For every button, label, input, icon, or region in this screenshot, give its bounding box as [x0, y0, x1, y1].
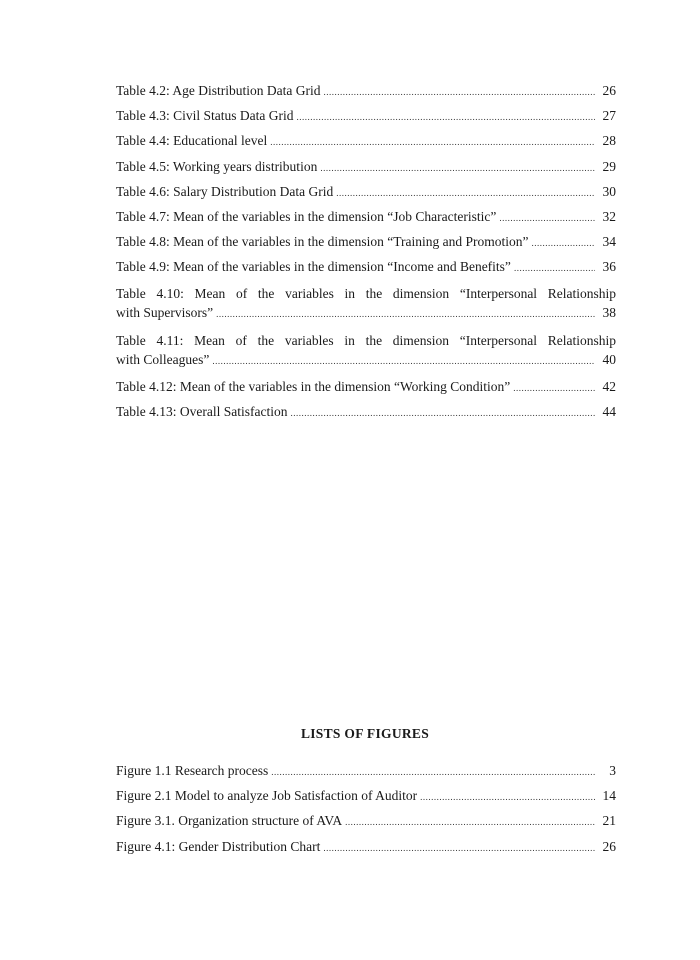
toc-entry[interactable] [116, 233, 616, 258]
dot-leader [420, 788, 595, 806]
toc-entry-label: Table 4.8: Mean of the variables in the dimension “Training and Promotion” [116, 234, 529, 250]
toc-entry[interactable] [116, 132, 616, 157]
toc-entry-label: Table 4.9: Mean of the variables in the dimension “Income and Benefits” [116, 259, 511, 275]
dot-leader [270, 133, 595, 151]
toc-entry-page: 29 [602, 158, 616, 174]
toc-entry-page: 34 [602, 234, 616, 250]
toc-entry[interactable] [116, 208, 616, 233]
toc-entry-page: 14 [602, 788, 616, 804]
dot-leader [513, 379, 595, 397]
toc-entry-label: Figure 1.1 Research process [116, 763, 269, 778]
dot-leader [271, 763, 595, 781]
toc-entry[interactable] [116, 403, 616, 428]
toc-entry[interactable] [116, 787, 616, 812]
toc-entry-label: Table 4.10: Mean of the variables in the dimension “Interpersonal Relationship [116, 285, 616, 301]
toc-entry-label: Table 4.13: Overall Satisfaction [116, 403, 288, 419]
dot-leader [514, 259, 595, 277]
toc-entry-page: 42 [602, 378, 616, 394]
toc-entry-label: Figure 4.1: Gender Distribution Chart [116, 838, 321, 854]
dot-leader [323, 839, 595, 857]
dot-leader [212, 352, 595, 371]
toc-entry[interactable] [116, 107, 616, 132]
toc-entry-page: 36 [602, 259, 616, 275]
toc-entry-page: 32 [602, 208, 616, 224]
toc-entry[interactable] [116, 82, 616, 107]
toc-entry[interactable] [116, 284, 616, 324]
list-of-tables [116, 82, 616, 428]
toc-entry[interactable] [116, 838, 616, 863]
toc-entry-label: Table 4.4: Educational level [116, 133, 268, 149]
toc-entry-label: Table 4.11: Mean of the variables in the dimension “Interpersonal Relationship [116, 332, 616, 348]
toc-entry[interactable] [116, 812, 616, 837]
toc-entry-label: Table 4.5: Working years distribution [116, 158, 318, 174]
toc-entry-label: Table 4.6: Salary Distribution Data Grid [116, 183, 334, 199]
toc-entry-page: 28 [602, 133, 616, 149]
toc-entry-label-continued: with Colleagues” [116, 351, 210, 367]
toc-entry-page: 30 [602, 183, 616, 199]
dot-leader [324, 83, 595, 101]
toc-entry[interactable] [116, 331, 616, 371]
toc-entry-page: 21 [602, 813, 616, 829]
toc-entry-label-continued: with Supervisors” [116, 304, 214, 320]
toc-entry-label: Figure 2.1 Model to analyze Job Satisfaction of Auditor [116, 788, 418, 804]
toc-entry-page: 44 [602, 403, 616, 419]
dot-leader [531, 234, 595, 252]
toc-entry-label: Table 4.3: Civil Status Data Grid [116, 108, 294, 124]
dot-leader [336, 184, 595, 202]
toc-entry-page: 27 [602, 108, 616, 124]
dot-leader [216, 305, 595, 324]
section-heading: LISTS OF FIGURES [300, 726, 430, 741]
toc-entry[interactable] [116, 378, 616, 403]
toc-entry[interactable] [116, 158, 616, 183]
toc-entry-label: Table 4.2: Age Distribution Data Grid [116, 83, 321, 98]
toc-entry-page: 3 [609, 763, 616, 778]
toc-entry[interactable] [116, 183, 616, 208]
dot-leader [499, 209, 595, 227]
toc-entry-label: Figure 3.1. Organization structure of AVA [116, 813, 343, 829]
dot-leader [297, 108, 595, 126]
toc-entry-label: Table 4.12: Mean of the variables in the dimension “Working Condition” [116, 378, 511, 394]
dot-leader [345, 813, 595, 831]
toc-entry[interactable] [116, 762, 616, 787]
list-of-figures [116, 762, 616, 863]
dot-leader [320, 159, 595, 177]
toc-entry-page: 26 [602, 83, 616, 98]
toc-entry[interactable] [116, 258, 616, 283]
toc-entry-label: Table 4.7: Mean of the variables in the dimension “Job Characteristic” [116, 208, 497, 224]
toc-entry-page: 38 [602, 304, 616, 320]
toc-entry-page: 40 [602, 351, 616, 367]
toc-entry-page: 26 [602, 838, 616, 854]
dot-leader [291, 404, 595, 422]
